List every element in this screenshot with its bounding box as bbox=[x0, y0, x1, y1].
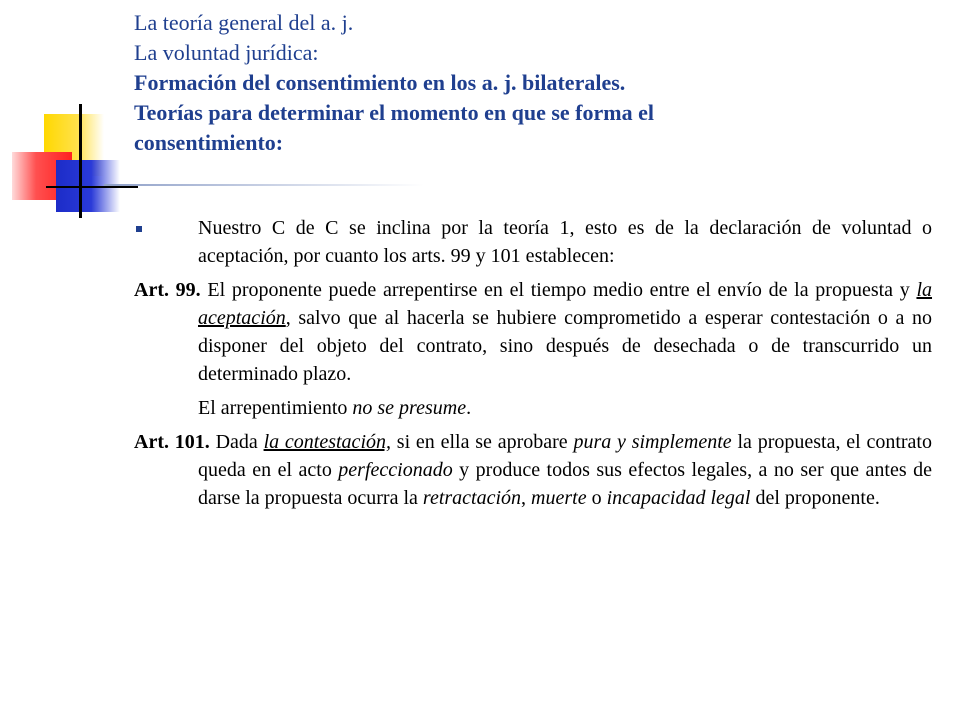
article-101-text-4: y produce todos sus efectos legales, a no ser que antes de darse la propuesta ocurra la bbox=[198, 459, 932, 509]
slide-title bbox=[134, 8, 934, 158]
square-bullet-icon bbox=[136, 226, 142, 232]
corner-decoration bbox=[0, 0, 140, 230]
slide-body bbox=[134, 214, 932, 518]
title-line-4: Teorías para determinar el momento en que se forma el bbox=[134, 100, 654, 125]
note-text-1: El arrepentimiento bbox=[198, 397, 353, 419]
article-101-text-6: o bbox=[586, 487, 607, 509]
article-101-text-3: la propuesta, el contrato queda en el acto bbox=[198, 431, 932, 481]
title-line-2: La voluntad jurídica: bbox=[134, 40, 319, 65]
note-text-2: . bbox=[466, 397, 472, 419]
article-99-note bbox=[134, 394, 932, 422]
horizontal-line-decoration bbox=[46, 186, 138, 188]
article-101-italic-2: perfeccionado bbox=[338, 459, 453, 481]
note-italic: no se presume bbox=[352, 397, 467, 419]
article-99 bbox=[134, 276, 932, 388]
bullet-item bbox=[134, 214, 932, 270]
article-101-italic-3: retractación bbox=[422, 487, 522, 509]
article-101-text-5: , bbox=[521, 487, 532, 509]
title-underline-rule bbox=[104, 184, 424, 186]
article-101-italic-1: pura y simplemente bbox=[573, 431, 732, 453]
article-101-underlined: la contestación, bbox=[263, 431, 391, 453]
bullet-text: Nuestro C de C se inclina por la teoría 1, esto es de la declaración de voluntad o aceptación, por cuanto los arts. 99 y 101 establecen: bbox=[198, 217, 932, 267]
article-99-text-1: El proponente puede arrepentirse en el tiempo medio entre el envío de la propuesta y bbox=[200, 279, 917, 301]
article-101-text-2: si en ella se aprobare bbox=[391, 431, 574, 453]
article-101 bbox=[134, 428, 932, 512]
article-101-label: Art. 101. bbox=[134, 431, 210, 453]
vertical-line-decoration bbox=[79, 104, 82, 218]
article-99-label: Art. 99. bbox=[134, 279, 201, 301]
article-101-text-1: Dada bbox=[209, 431, 264, 453]
article-99-text-2: , salvo que al hacerla se hubiere comprometido a esperar contestación o a no disponer del objeto del contrato, sino después de desechada o de transcurrido un determinado plazo. bbox=[198, 307, 932, 385]
article-101-italic-5: incapacidad legal bbox=[606, 487, 751, 509]
article-101-text-7: del proponente. bbox=[750, 487, 880, 509]
article-101-italic-4: muerte bbox=[531, 487, 587, 509]
title-line-5: consentimiento: bbox=[134, 130, 284, 155]
title-line-3: Formación del consentimiento en los a. j. bilaterales. bbox=[134, 70, 626, 95]
title-line-1: La teoría general del a. j. bbox=[134, 10, 354, 35]
article-99-underlined: la aceptación bbox=[198, 279, 933, 329]
